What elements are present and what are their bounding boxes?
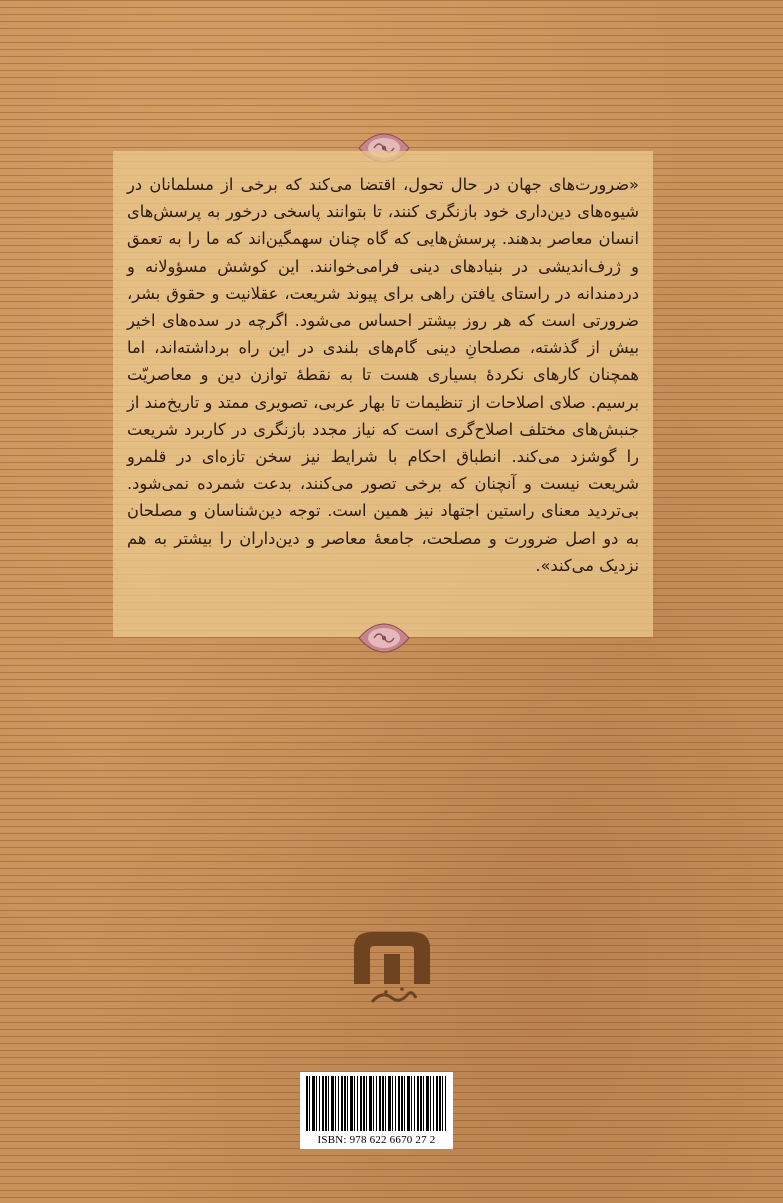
bottom-ornament-icon: [357, 622, 411, 654]
barcode: [300, 1072, 453, 1149]
back-cover-blurb: «ضرورت‌های جهان در حال تحول، اقتضا می‌کند که برخی از مسلمانان در شیوه‌های دین‌داری خود بازنگری کنند، تا بتوانند پاسخی درخور به پرسش‌های انسان معاصر بدهند. پرسش‌هایی که گاه چنان سهمگین‌اند که ما را به تعمق و ژرف‌اندیشی در بنیادهای دینی فرامی‌خوانند. این کوشش مسؤولانه و دردمندانه در راستای یافتن راهی برای پیوند شریعت، عقلانیت و حقوق بشر، ضرورتی است که هر روز بیشتر احساس می‌شود. اگرچه در سده‌های اخیر بیش از گذشته، مصلحانِ دینی گام‌های بلندی در این راه برداشته‌اند، اما همچنان کارهای نکردهٔ بسیاری هست تا به نقطهٔ توازن دین و معاصریّت برسیم. صلای اصلاحات از تنظیمات تا بهار عربی، تصویری ممتد و تاریخ‌مند از جنبش‌های مختلف اصلاح‌گری است که نیاز مجدد بازنگری در کاربرد شریعت را گوشزد می‌کند. انطباق احکام با شرایط نیز سخن تازه‌ای در قلمرو شریعت نیست و آنچنان که برخی تصور می‌کنند، بدعت شمرده نمی‌شود. بی‌تردید معنای راستین اجتهاد نیز همین است. توجه دین‌شناسان و مصلحان به دو اصل ضرورت و مصلحت، جامعهٔ معاصر و دین‌داران را بیشتر به هم نزدیک می‌کند».: [127, 175, 639, 575]
isbn-number: ISBN: 978 622 6670 27 2: [317, 1134, 436, 1146]
publisher-logo-icon: [342, 918, 442, 1018]
barcode-bars: [306, 1076, 446, 1131]
blurb-panel: [113, 151, 653, 637]
